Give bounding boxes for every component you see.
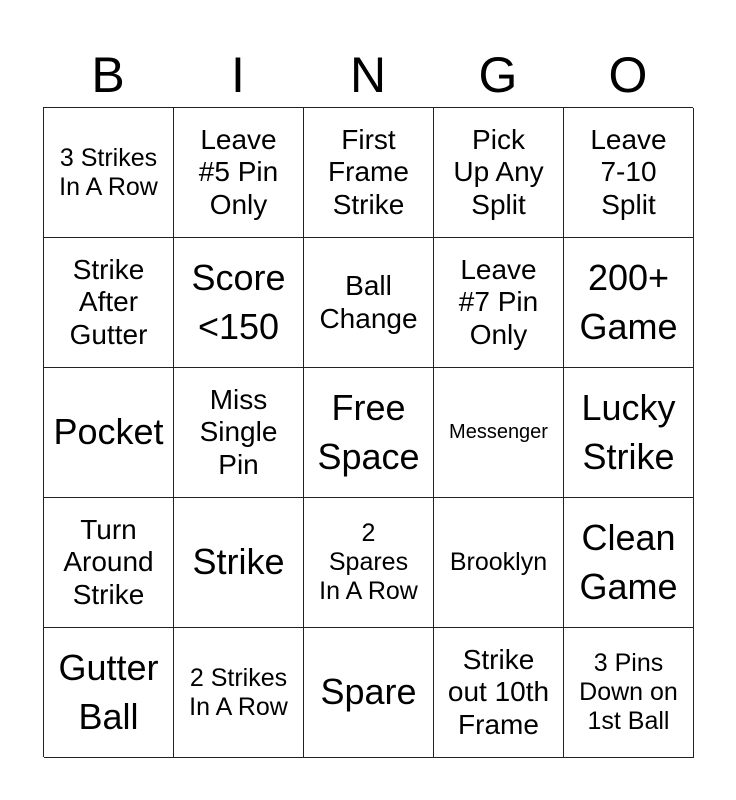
bingo-cell-r5c3[interactable] (304, 628, 434, 758)
bingo-cell-r1c2[interactable] (174, 108, 304, 238)
bingo-cell-r4c3[interactable] (304, 498, 434, 628)
header-letter-n: N (349, 47, 387, 103)
bingo-cell-r2c2[interactable] (174, 238, 304, 368)
cell-label: Score <150 (191, 256, 286, 347)
bingo-board (43, 107, 693, 757)
cell-label: Leave 7-10 Split (590, 124, 667, 220)
bingo-cell-r1c5[interactable] (564, 108, 694, 238)
bingo-cell-r2c5[interactable] (564, 238, 694, 368)
header-letter-i: I (231, 47, 245, 103)
header-letter-b: B (91, 47, 125, 103)
cell-label: Turn Around Strike (63, 514, 154, 610)
cell-label: Free Space (317, 386, 420, 477)
bingo-cell-r4c4[interactable] (434, 498, 564, 628)
bingo-cell-r1c1[interactable] (44, 108, 174, 238)
bingo-cell-r5c5[interactable] (564, 628, 694, 758)
cell-label: Pocket (53, 411, 164, 453)
cell-label: Messenger (449, 421, 548, 443)
bingo-cell-r3c1[interactable] (44, 368, 174, 498)
bingo-cell-r5c2[interactable] (174, 628, 304, 758)
cell-label: Lucky Strike (581, 386, 676, 477)
cell-label: Ball Change (319, 270, 418, 334)
header-letter-g: G (478, 47, 518, 103)
bingo-header (43, 45, 693, 105)
cell-label: Strike out 10th Frame (447, 644, 550, 740)
cell-label: Leave #5 Pin Only (198, 124, 279, 220)
cell-label: First Frame Strike (328, 124, 409, 220)
cell-label: 2 Spares In A Row (319, 519, 418, 605)
cell-label: Gutter Ball (58, 646, 159, 737)
cell-label: Pick Up Any Split (453, 124, 544, 220)
bingo-cell-r2c4[interactable] (434, 238, 564, 368)
bingo-cell-r1c3[interactable] (304, 108, 434, 238)
cell-label: Miss Single Pin (199, 384, 278, 480)
bingo-cell-r3c4[interactable] (434, 368, 564, 498)
bingo-cell-r3c2[interactable] (174, 368, 304, 498)
cell-label: Strike (192, 541, 285, 583)
bingo-cell-r5c4[interactable] (434, 628, 564, 758)
cell-label: Spare (320, 671, 417, 713)
cell-label: Strike After Gutter (69, 254, 148, 350)
bingo-cell-r5c1[interactable] (44, 628, 174, 758)
bingo-cell-r3c5[interactable] (564, 368, 694, 498)
cell-label: 2 Strikes In A Row (189, 663, 288, 721)
cell-label: 200+ Game (579, 256, 678, 347)
bingo-cell-r4c5[interactable] (564, 498, 694, 628)
bingo-cell-r2c3[interactable] (304, 238, 434, 368)
cell-label: Clean Game (579, 516, 678, 607)
bingo-cell-free-space[interactable] (304, 368, 434, 498)
cell-label: Brooklyn (449, 548, 548, 577)
bingo-cell-r4c1[interactable] (44, 498, 174, 628)
header-letter-o: O (608, 47, 648, 103)
cell-label: 3 Strikes In A Row (59, 143, 158, 201)
bingo-cell-r1c4[interactable] (434, 108, 564, 238)
cell-label: Leave #7 Pin Only (458, 254, 539, 350)
cell-label: 3 Pins Down on 1st Ball (579, 649, 678, 735)
bingo-cell-r2c1[interactable] (44, 238, 174, 368)
bingo-cell-r4c2[interactable] (174, 498, 304, 628)
